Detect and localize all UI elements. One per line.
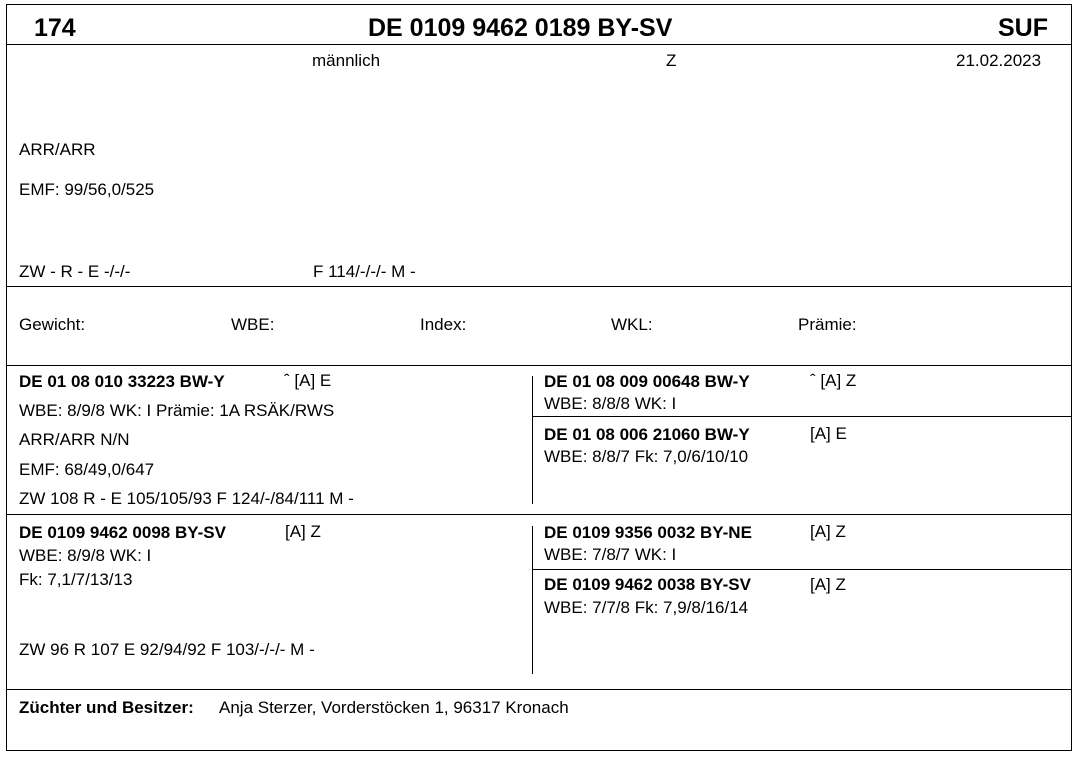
weight-label: Gewicht: — [19, 315, 86, 334]
divider-header — [6, 44, 1072, 45]
divider-breeder — [6, 689, 1072, 690]
herdbook-code: Z — [666, 51, 677, 70]
divider-sire-grandparents — [533, 416, 1072, 417]
divider-sire-dam — [6, 514, 1072, 515]
sire-sire-mark: ˆ [A] Z — [810, 371, 857, 390]
dam-wbe: WBE: 8/9/8 WK: I — [19, 546, 152, 565]
dam-sire-id: DE 0109 9356 0032 BY-NE — [544, 523, 752, 542]
wkl-label: WKL: — [611, 315, 653, 334]
divider-performance-bottom — [6, 365, 1072, 366]
sire-emf: EMF: 68/49,0/647 — [19, 460, 155, 479]
index-label: Index: — [420, 315, 467, 334]
sire-genotype: ARR/ARR N/N — [19, 430, 130, 449]
breeder-label: Züchter und Besitzer: — [19, 698, 194, 717]
sire-dam-wbe: WBE: 8/8/7 Fk: 7,0/6/10/10 — [544, 447, 749, 466]
sire-dam-mark: [A] E — [810, 424, 847, 443]
sire-mark: ˆ [A] E — [284, 371, 332, 390]
sire-wbe: WBE: 8/9/8 WK: I Prämie: 1A RSÄK/RWS — [19, 401, 335, 420]
divider-performance-top — [6, 286, 1072, 287]
genotype: ARR/ARR — [19, 140, 96, 159]
dam-mark: [A] Z — [285, 522, 321, 541]
divider-sire-column — [532, 376, 533, 504]
breeder-value: Anja Sterzer, Vorderstöcken 1, 96317 Kronach — [219, 698, 569, 717]
divider-dam-column — [532, 526, 533, 674]
sire-breeding-value: ZW 108 R - E 105/105/93 F 124/-/84/111 M - — [19, 489, 354, 508]
divider-dam-grandparents — [533, 569, 1072, 570]
dam-sire-wbe: WBE: 7/8/7 WK: I — [544, 545, 677, 564]
sire-sire-id: DE 01 08 009 00648 BW-Y — [544, 372, 750, 391]
dam-id: DE 0109 9462 0098 BY-SV — [19, 523, 226, 542]
emf: EMF: 99/56,0/525 — [19, 180, 155, 199]
sire-id: DE 01 08 010 33223 BW-Y — [19, 372, 225, 391]
catalog-number: 174 — [34, 14, 76, 42]
sire-sire-wbe: WBE: 8/8/8 WK: I — [544, 394, 677, 413]
dam-breeding-value: ZW 96 R 107 E 92/94/92 F 103/-/-/- M - — [19, 640, 315, 659]
breeding-value: ZW - R - E -/-/- — [19, 262, 131, 281]
dam-dam-mark: [A] Z — [810, 575, 846, 594]
sex: männlich — [312, 51, 381, 70]
dam-fertility: Fk: 7,1/7/13/13 — [19, 570, 133, 589]
fertility-value: F 114/-/-/- M - — [313, 262, 416, 281]
wbe-label: WBE: — [231, 315, 275, 334]
sire-dam-id: DE 01 08 006 21060 BW-Y — [544, 425, 750, 444]
dam-dam-wbe: WBE: 7/7/8 Fk: 7,9/8/16/14 — [544, 598, 749, 617]
dam-sire-mark: [A] Z — [810, 522, 846, 541]
premium-label: Prämie: — [798, 315, 857, 334]
dam-dam-id: DE 0109 9462 0038 BY-SV — [544, 575, 751, 594]
birth-date: 21.02.2023 — [956, 51, 1042, 70]
breed-code: SUF — [998, 14, 1048, 42]
animal-id: DE 0109 9462 0189 BY-SV — [368, 14, 673, 42]
